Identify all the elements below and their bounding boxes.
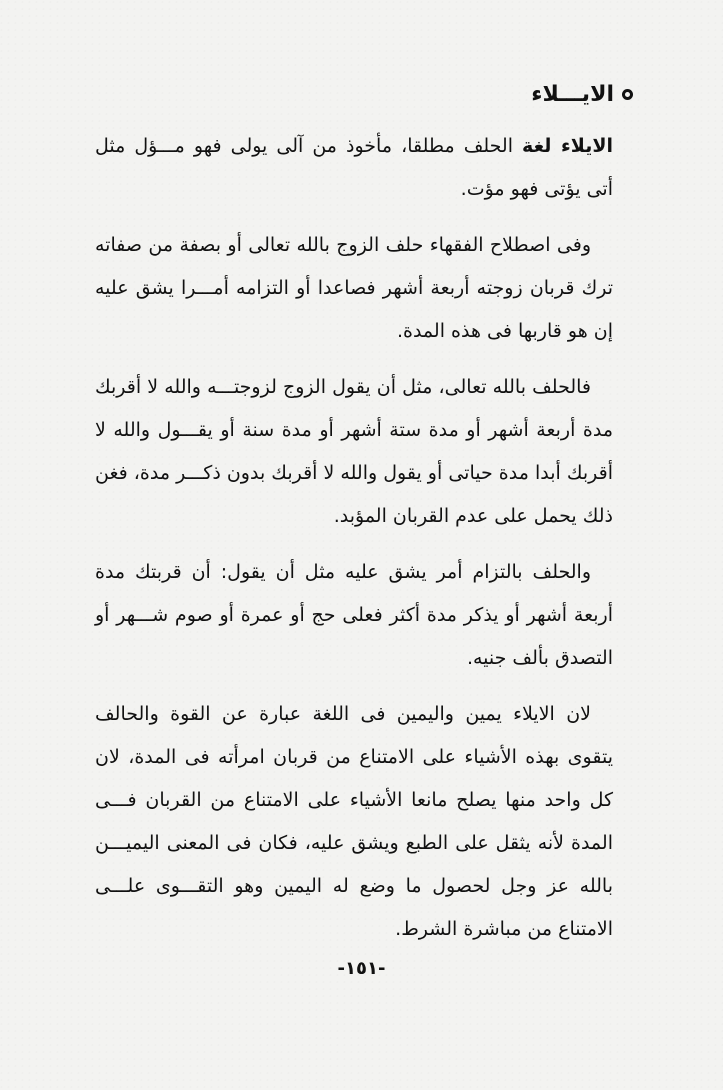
page-number: -١٥١- [337, 958, 386, 979]
paragraph: فالحلف بالله تعالى، مثل أن يقول الزوج لزوجتـــه والله لا أقربك مدة أربعة أشهر أو مدة ستة أشهر أو مدة سنة أو يقـــول والله لا أقربك أبدا مدة حياتى أو يقول والله لا أقربك بدون ذكـــر مدة، فغن ذلك يحمل على عدم القربان المؤبد. [95, 376, 613, 527]
paragraph: وفى اصطلاح الفقهاء حلف الزوج بالله تعالى أو بصفة من صفاته ترك قربان زوجته أربعة أشهر فصاعدا أو التزامه أمـــرا يشق عليه إن هو قاربها فى هذه المدة. [95, 234, 613, 342]
paragraph: والحلف بالتزام أمر يشق عليه مثل أن يقول: أن قربتك مدة أربعة أشهر أو يذكر مدة أكثر فعلى حج أو عمرة أو صوم شـــهر أو التصدق بألف جنيه. [95, 561, 613, 669]
paragraph [95, 125, 613, 211]
circle-bullet-icon [622, 89, 633, 100]
body-text [95, 125, 613, 964]
section-heading [531, 82, 633, 107]
paragraph-text: الحلف مطلقا، مأخوذ من آلى يولى فهو مـــؤل مثل أتى يؤتى فهو مؤت. [95, 135, 613, 200]
paragraph: لان الايلاء يمين واليمين فى اللغة عبارة عن القوة والحالف يتقوى بهذه الأشياء على الامتناع من قربان امرأته فى المدة، لان كل واحد منها يصلح مانعا الأشياء على الامتناع من القربان فـــى المدة لأنه يثقل على الطبع ويشق عليه، فكان فى المعنى اليميـــن بالله عز وجل لحصول ما وضع له اليمين وهو التقـــوى علـــى الامتناع من مباشرة الشرط. [95, 703, 613, 940]
paragraph-lead-term: الايلاء لغة [522, 135, 613, 157]
section-title: الايـــلاء [531, 82, 614, 107]
